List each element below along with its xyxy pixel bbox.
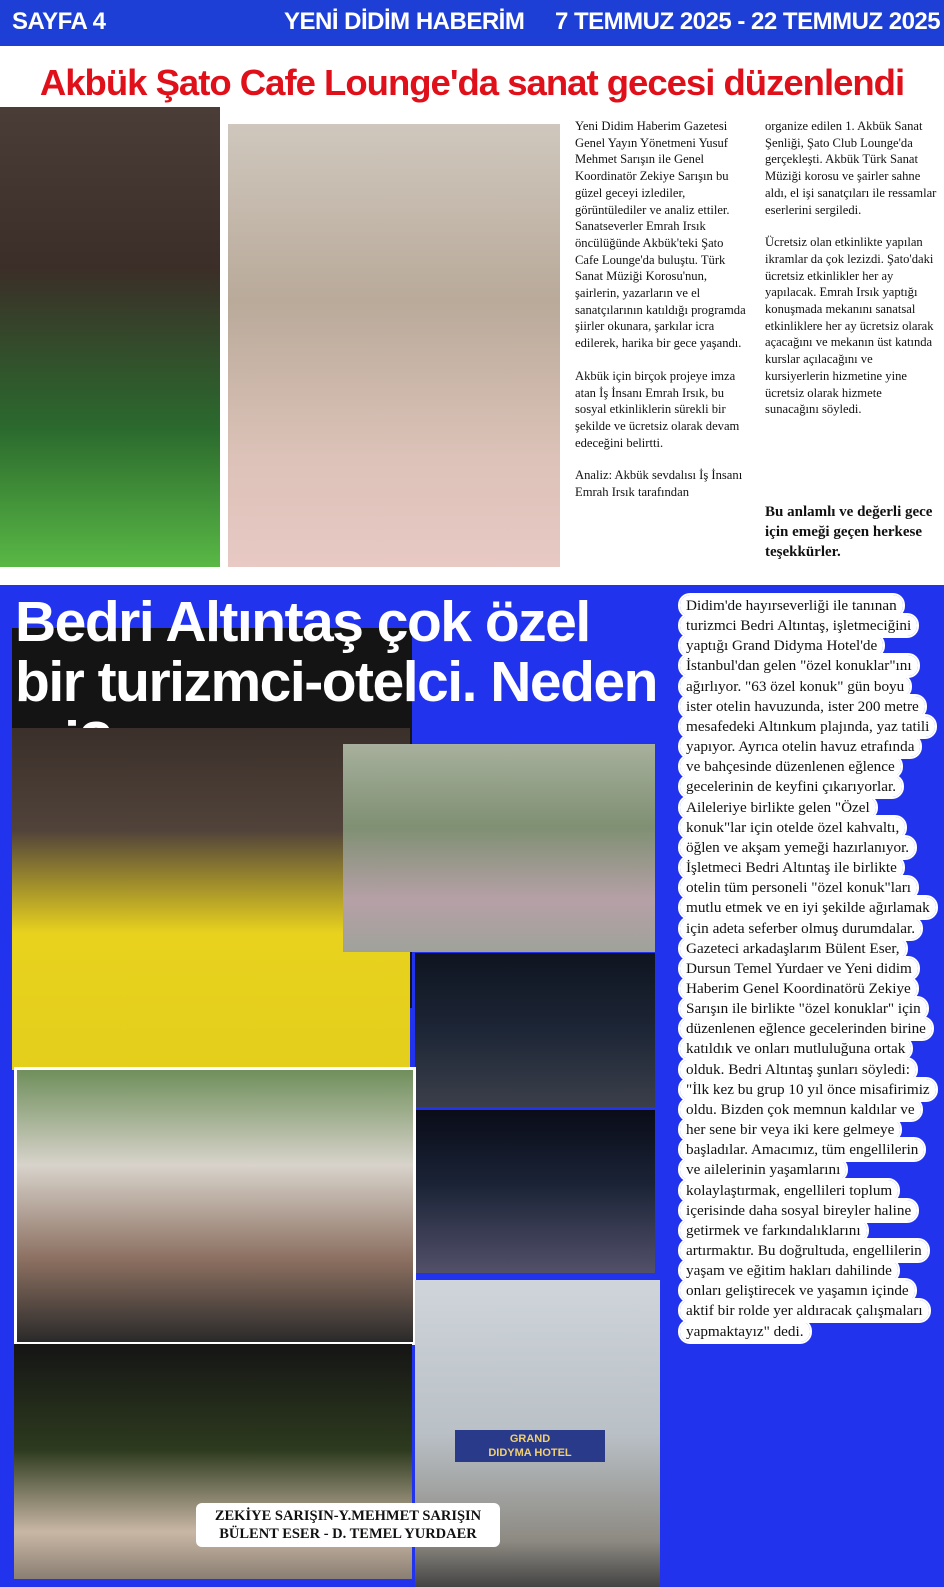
story1-paragraph: organize edilen 1. Akbük Sanat Şenliği, Şato Club Lounge'da gerçekleşti. Akbük Türk Sanat Müziği korosu ve şairler sahne aldı, el işi sanatçıları ile ressamlar eserlerini sergiledi. <box>765 119 937 217</box>
story1-thanks: Bu anlamlı ve değerli gece için emeği geçen herkese teşekkürler. <box>765 504 933 560</box>
hotel-sign-line: GRAND <box>509 1433 551 1445</box>
story1-paragraph: Analiz: Akbük sevdalısı İş İnsanı Emrah Irsık tarafından <box>575 468 743 500</box>
story1-paragraph: Ücretsiz olan etkinlikte yapılan ikramlar da çok lezizdi. Şato'daki ücretsiz etkinlikler her ay yapılacak. Emrah Irsık yaptığı konuşmada mekanını sanatsal etkinliklere her ay ücretsiz olarak açacağını ve mekanın üst katında kurslar açılacağını ve kursiyerlerin hizmetine yine ücretsiz olarak hizmete sunacağını söyledi. <box>765 235 934 417</box>
caption-line: BÜLENT ESER - D. TEMEL YURDAER <box>219 1526 477 1542</box>
top-bar <box>0 0 944 46</box>
page-number: SAYFA 4 <box>12 8 106 35</box>
story2-headline: Bedri Altıntaş çok özel bir turizmci-otelci. Neden <box>15 590 657 714</box>
photo-caption <box>196 1503 500 1547</box>
story2-body-text: Didim'de hayırseverliği ile tanınan turizmci Bedri Altıntaş, işletmeciğini yaptığı Grand Didyma Hotel'de İstanbul'dan gelen "özel konuklar"ını ağırlıyor. "63 özel konuk" gün boyu ister otelin havuzunda, ister 200 metre mesafedeki Altınkum plajında, yaz tatili yapıyor. Ayrıca otelin havuz etrafında ve bahçesinde düzenlenen eğlence gecelerinin de keyfini çıkarıyorlar. Aileleriye birlikte gelen "Özel konuk"lar için otelde özel kahvaltı, öğlen ve akşam yemeği hazırlanıyor. İşletmeci Bedri Altıntaş ile birlikte otelin tüm personeli "özel konuk"ları mutlu etmek ve en iyi şekilde ağırlamak için adeta seferber olmuş durumdalar. Gazeteci arkadaşlarım Bülent Eser, Dursun Temel Yurdaer ve Yeni didim Haberim Genel Koordinatörü Zekiye Sarışın ile birlikte "özel konuklar" için düzenlenen eğlence gecelerinden birine katıldık ve onları mutluluğuna ortak olduk. Bedri Altıntaş şunları söyledi: "İlk kez bu grup 10 yıl önce misafirimiz oldu. Bizden çok memnun kaldılar ve her sene bir veya iki kere gelmeye başladılar. Amacımız, tüm engellilerin ve ailelerinin yaşamlarını kolaylaştırmak, engellileri toplum içerisinde daha sosyal bireyler haline getirmek ve farkındalıklarını artırmaktır. Bu doğrultuda, engellilerin yaşam ve eğitim hakları dahilinde onları geliştirecek ve yaşamın içinde aktif bir rolde yer aldıracak çalışmaları yapmaktayız" dedi. <box>680 595 936 1342</box>
photo-guests-garden <box>343 744 655 952</box>
story1-column-1 <box>575 118 747 517</box>
story2-body <box>680 596 930 1342</box>
photo-certificate-presentation <box>0 107 220 567</box>
photo-night-dinner <box>415 953 655 1107</box>
photo-dancing <box>415 1110 655 1273</box>
newspaper-name: YENİ DİDİM HABERİM <box>284 8 525 35</box>
photo-lunch-table <box>14 1067 416 1345</box>
caption-line: ZEKİYE SARIŞIN-Y.MEHMET SARIŞIN <box>214 1508 482 1524</box>
story1-column-2 <box>765 118 937 434</box>
story1-paragraph: Akbük için birçok projeye imza atan İş İnsanı Emrah Irsık, bu sosyal etkinliklerin sürekli bir şekilde ve ücretsiz olarak devam edeceğini belirtti. <box>575 368 740 450</box>
hotel-sign <box>455 1430 605 1462</box>
story1-paragraph: Yeni Didim Haberim Gazetesi Genel Yayın Yönetmeni Yusuf Mehmet Sarışın ile Genel Koordinatör Zekiye Sarışın bu güzel geceyi izlediler, görüntülediler ve analiz ettiler. Sanatseverler Emrah Irsık öncülüğünde Akbük'teki Şato Cafe Lounge'da buluştu. Türk Sanat Müziği Korosu'nun, şairlerin, yazarların ve el sanatçılarının katıldığı programda şiirler okunara, şarkılar icra edilerek, harika bir gece yaşandı. <box>575 119 746 351</box>
story1-headline: Akbük Şato Cafe Lounge'da sanat gecesi düzenlendi <box>39 62 905 103</box>
issue-dates: 7 TEMMUZ 2025 - 22 TEMMUZ 2025 <box>555 8 941 35</box>
hotel-sign-line: DIDYMA HOTEL <box>488 1447 572 1459</box>
photo-family-portrait <box>228 124 560 567</box>
